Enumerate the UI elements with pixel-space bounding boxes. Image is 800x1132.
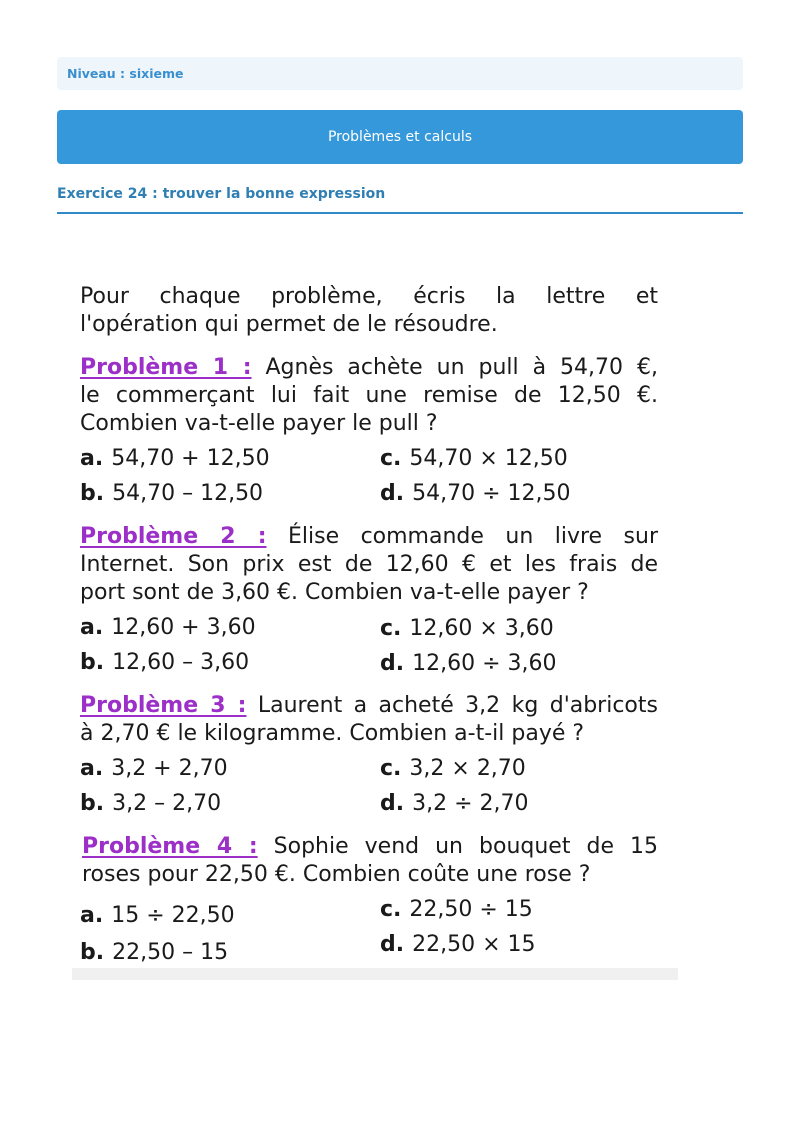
problem-3-label: Problème 3 : <box>80 693 247 718</box>
problem-3-option-c: c. 3,2 × 2,70 <box>380 756 526 781</box>
problem-2-option-a: a. 12,60 + 3,60 <box>80 615 256 640</box>
problem-1-option-d: d. 54,70 ÷ 12,50 <box>380 481 571 506</box>
problem-4-line-2: roses pour 22,50 €. Combien coûte une rose ? <box>82 862 591 887</box>
exercise-title-text: Exercice 24 : trouver la bonne expression <box>57 186 386 202</box>
problem-2-line-3: port sont de 3,60 €. Combien va-t-elle payer ? <box>80 580 589 605</box>
exercise-heading <box>57 186 743 214</box>
worksheet-bottom-edge <box>72 968 678 980</box>
problem-1-line-2: le commerçant lui fait une remise de 12,50 €. <box>80 383 658 408</box>
problem-2-option-b: b. 12,60 – 3,60 <box>80 650 250 675</box>
problem-2-statement <box>80 523 658 607</box>
problem-4-option-a: a. 15 ÷ 22,50 <box>80 903 235 928</box>
problem-3-line-2: à 2,70 € le kilogramme. Combien a-t-il payé ? <box>80 721 585 746</box>
banner-title: Problèmes et calculs <box>327 129 473 145</box>
problem-2-option-d: d. 12,60 ÷ 3,60 <box>380 651 557 676</box>
problem-1-option-a: a. 54,70 + 12,50 <box>80 446 270 471</box>
problem-4-line-1: Sophie vend un bouquet de 15 <box>257 834 658 859</box>
problem-4-statement <box>82 833 658 889</box>
problem-3-statement <box>80 692 658 748</box>
problem-1-label: Problème 1 : <box>80 355 252 380</box>
instructions-line-1: Pour chaque problème, écris la lettre et <box>80 284 658 309</box>
problem-3-option-d: d. 3,2 ÷ 2,70 <box>380 791 529 816</box>
problem-1-line-1: Agnès achète un pull à 54,70 €, <box>251 355 658 380</box>
worksheet-image <box>72 268 678 980</box>
problem-1-option-c: c. 54,70 × 12,50 <box>380 446 568 471</box>
problem-4-option-d: d. 22,50 × 15 <box>380 932 536 957</box>
problem-2-line-1: Élise commande un livre sur <box>266 524 658 549</box>
problem-1-option-b: b. 54,70 – 12,50 <box>80 481 264 506</box>
problem-3-line-1: Laurent a acheté 3,2 kg d'abricots <box>246 693 658 718</box>
problem-3-option-b: b. 3,2 – 2,70 <box>80 791 222 816</box>
problem-3-option-a: a. 3,2 + 2,70 <box>80 756 228 781</box>
problem-4-option-b: b. 22,50 – 15 <box>80 940 229 965</box>
problem-1-statement <box>80 354 658 438</box>
problem-4-label: Problème 4 : <box>82 834 258 859</box>
problem-2-label: Problème 2 : <box>80 524 267 549</box>
level-text: Niveau : sixieme <box>67 66 184 81</box>
problem-2-line-2: Internet. Son prix est de 12,60 € et les frais de <box>80 552 658 577</box>
category-banner <box>57 110 743 164</box>
problem-1-line-3: Combien va-t-elle payer le pull ? <box>80 411 438 436</box>
problem-4-option-c: c. 22,50 ÷ 15 <box>380 897 533 922</box>
problem-2-option-c: c. 12,60 × 3,60 <box>380 616 554 641</box>
instructions-line-2: l'opération qui permet de le résoudre. <box>80 312 498 337</box>
instructions <box>80 283 658 339</box>
level-indicator <box>57 57 743 90</box>
